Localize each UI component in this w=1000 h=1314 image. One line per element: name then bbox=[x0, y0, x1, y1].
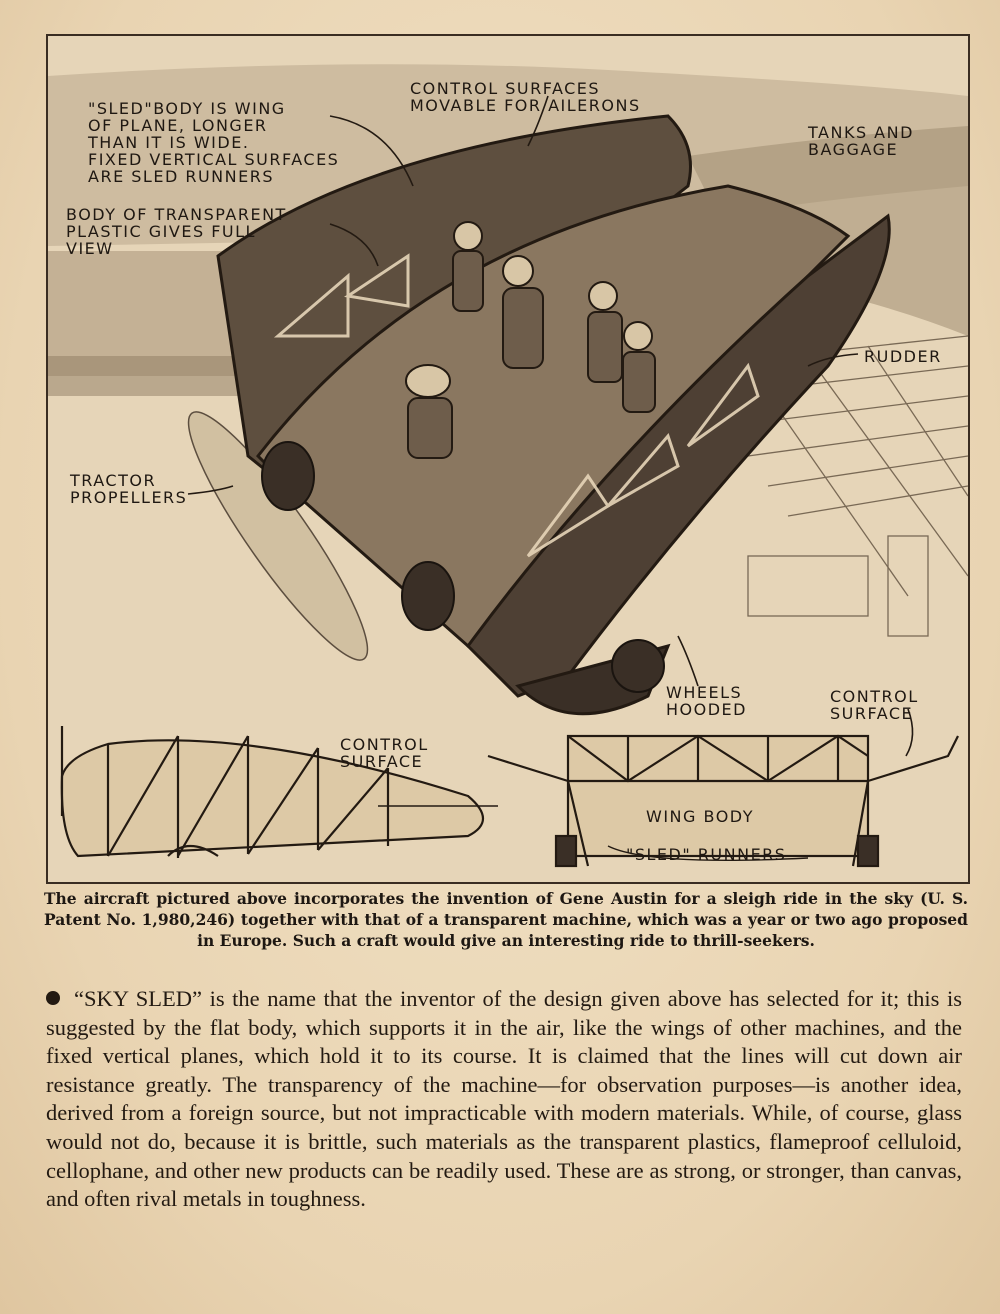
rudder-label: RUDDER bbox=[864, 347, 942, 366]
control-surface-left-label: CONTROL SURFACE bbox=[340, 735, 429, 771]
tanks-baggage-label: TANKS AND BAGGAGE bbox=[808, 123, 914, 159]
sled-runners-label: "SLED" RUNNERS bbox=[626, 845, 787, 864]
sled-body-label: "SLED"BODY IS WING OF PLANE, LONGER THAN IT IS WIDE. FIXED VERTICAL SURFACES ARE SLED RUNNERS bbox=[88, 99, 340, 186]
bullet-icon bbox=[46, 991, 60, 1005]
sky-sled-illustration bbox=[46, 34, 970, 884]
figure-caption: The aircraft pictured above incorporates the invention of Gene Austin for a sleigh ride in the sky (U. S. Patent No. 1,980,246) together with that of a transparent machine, which was a year or two ago proposed in Europe. Such a craft would give an interesting ride to thrill-seekers. bbox=[44, 889, 968, 950]
control-surfaces-ailerons-label: CONTROL SURFACES MOVABLE FOR AILERONS bbox=[410, 79, 641, 115]
article-text: “SKY SLED” is the name that the inventor of the design given above has selected for it; this is suggested by the flat body, which supports it in the air, like the wings of other machines, and the fixed vertical planes, which hold it to its course. It is claimed that the lines will cut down air resistance greatly. The transparency of the machine—for observation purposes—is another idea, derived from a foreign source, but not impracticable with modern materials. While, of course, glass would not do, because it is brittle, such materials as the transparent plastics, flameproof celluloid, cellophane, and other new products can be readily used. These are as strong, or stronger, than canvas, and often rival metals in toughness. bbox=[46, 986, 962, 1212]
transparent-body-label: BODY OF TRANSPARENT PLASTIC GIVES FULL VIEW bbox=[66, 205, 287, 258]
wheels-hooded-label: WHEELS HOODED bbox=[666, 683, 747, 719]
tractor-propellers-label: TRACTOR PROPELLERS bbox=[70, 471, 188, 507]
article-paragraph bbox=[46, 985, 962, 1214]
wing-body-label: WING BODY bbox=[646, 807, 754, 826]
control-surface-right-label: CONTROL SURFACE bbox=[830, 687, 919, 723]
